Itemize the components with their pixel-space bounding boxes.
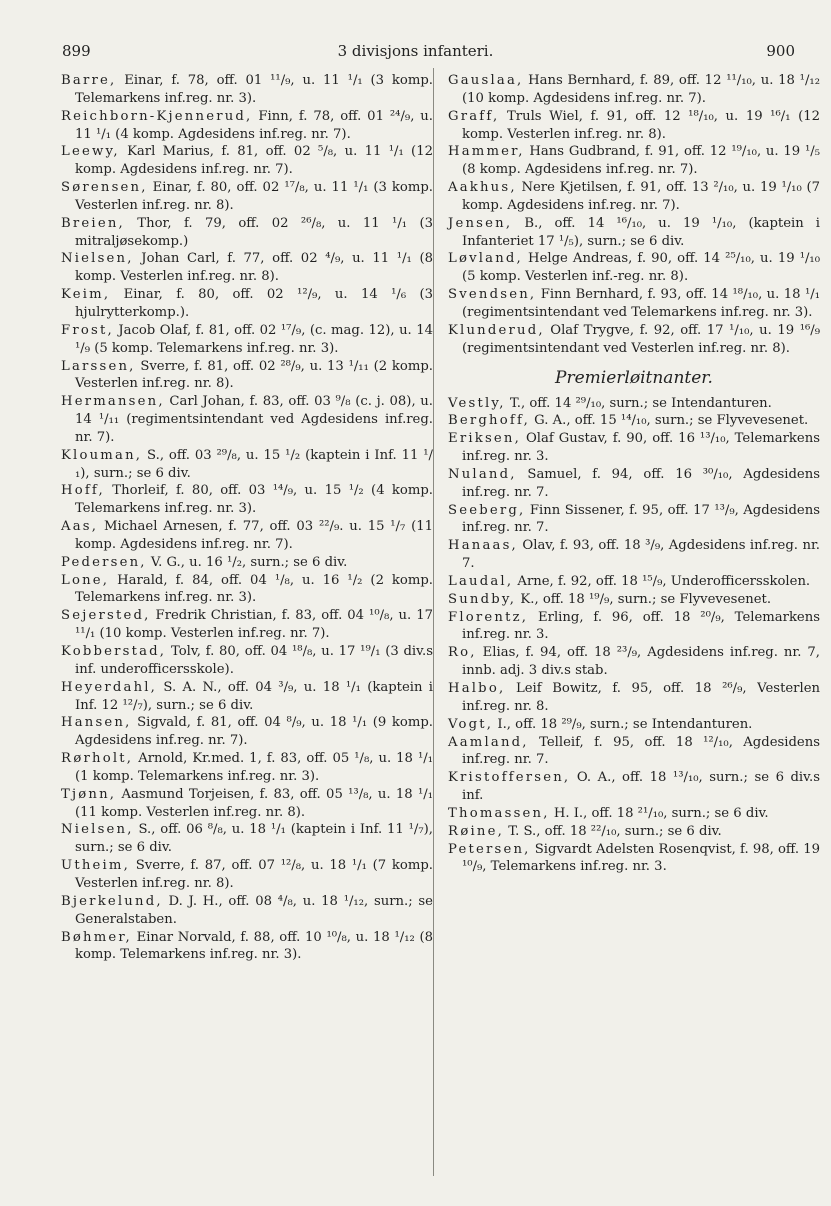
- entry: [448, 591, 820, 609]
- entry-text: Fredrik Christian, f. 83, off. 04 ¹⁰/₈, u. 17 ¹¹/₁ (10 komp. Vesterlen inf.reg. nr. 7).: [75, 608, 433, 642]
- entry-name: Utheim,: [61, 858, 131, 874]
- right-column-top-entries: [448, 72, 820, 358]
- entry-text: T., off. 14 ²⁹/₁₀, surn.; se Intendanturen.: [505, 395, 772, 411]
- entry: [61, 179, 433, 215]
- entry-text: Einar Norvald, f. 88, off. 10 ¹⁰/₈, u. 18 ¹/₁₂ (8 komp. Telemarkens inf.reg. nr. 3).: [75, 929, 433, 963]
- entry-text: Einar, f. 78, off. 01 ¹¹/₉, u. 11 ¹/₁ (3 komp. Telemarkens inf.reg. nr. 3).: [75, 73, 433, 106]
- entry: [448, 805, 820, 823]
- entry-text: Einar, f. 80, off. 02 ¹⁷/₈, u. 11 ¹/₁ (3 komp. Vesterlen inf.reg. nr. 8).: [75, 180, 433, 213]
- entry: [61, 714, 433, 750]
- entry-text: Michael Arnesen, f. 77, off. 03 ²²/₉. u. 15 ¹/₇ (11 komp. Agdesidens inf.reg. nr. 7).: [75, 519, 433, 552]
- entry-text: Sigvardt Adelsten Rosenqvist, f. 98, off. 19 ¹⁰/₉, Telemarkens inf.reg. nr. 3.: [462, 841, 820, 875]
- entry: [61, 750, 433, 786]
- entry-name: Klouman,: [61, 447, 143, 463]
- entry-text: B., off. 14 ¹⁶/₁₀, u. 19 ¹/₁₀, (kaptein i Infanteriet 17 ¹/₅), surn.; se 6 div.: [462, 215, 820, 249]
- entry-text: Finn Sissener, f. 95, off. 17 ¹³/₉, Agdesidens inf.reg. nr. 7.: [462, 502, 820, 536]
- entry-text: Thor, f. 79, off. 02 ²⁶/₈, u. 11 ¹/₁ (3 mitraljøsekomp.): [75, 215, 433, 249]
- entry-text: Harald, f. 84, off. 04 ¹/₈, u. 16 ¹/₂ (2 komp. Telemarkens inf.reg. nr. 3).: [75, 572, 433, 606]
- right-column: [448, 72, 820, 876]
- entry: [448, 286, 820, 322]
- entry-text: T. S., off. 18 ²²/₁₀, surn.; se 6 div.: [504, 823, 722, 839]
- entry-text: Jacob Olaf, f. 81, off. 02 ¹⁷/₉, (c. mag. 12), u. 14 ¹/₉ (5 komp. Telemarkens inf.reg. nr. 3).: [75, 322, 433, 356]
- entry: [448, 108, 820, 144]
- entry-name: Sundby,: [448, 591, 517, 607]
- entry-name: Aamland,: [448, 734, 529, 750]
- entry-text: Finn Bernhard, f. 93, off. 14 ¹⁸/₁₀, u. 18 ¹/₁ (regimentsintendant ved Telemarkens inf.reg. nr. 3).: [462, 287, 820, 320]
- entry-name: Breien,: [61, 215, 125, 231]
- entry: [448, 430, 820, 466]
- entry-name: Kobberstad,: [61, 644, 167, 659]
- entry: [448, 502, 820, 538]
- entry-name: Tjønn,: [61, 786, 117, 802]
- entry-text: Erling, f. 96, off. 18 ²⁰/₉, Telemarkens inf.reg. nr. 3.: [462, 609, 820, 643]
- entry: [448, 680, 820, 716]
- entry-name: Nielsen,: [61, 822, 134, 838]
- entry-text: Thorleif, f. 80, off. 03 ¹⁴/₉, u. 15 ¹/₂ (4 komp. Telemarkens inf.reg. nr. 3).: [75, 483, 433, 517]
- entry: [61, 322, 433, 358]
- entry: [61, 572, 433, 608]
- entry-text: Einar, f. 80, off. 02 ¹²/₉, u. 14 ¹/₆ (3 hjulrytterkomp.).: [75, 287, 433, 320]
- entry-text: I., off. 18 ²⁹/₉, surn.; se Intendanturen.: [493, 716, 753, 732]
- entry: [448, 716, 820, 734]
- entry-text: Leif Bowitz, f. 95, off. 18 ²⁶/₉, Vesterlen inf.reg. nr. 8.: [462, 681, 820, 714]
- entry-text: Olaf Gustav, f. 90, off. 16 ¹³/₁₀, Telemarkens inf.reg. nr. 3.: [462, 431, 820, 465]
- entry-text: Karl Marius, f. 81, off. 02 ⁵/₈, u. 11 ¹/₁ (12 komp. Agdesidens inf.reg. nr. 7).: [75, 144, 433, 178]
- entry-name: Bøhmer,: [61, 929, 132, 945]
- entry-name: Kristoffersen,: [448, 770, 571, 786]
- entry-text: D. J. H., off. 08 ⁴/₈, u. 18 ¹/₁₂, surn.; se Generalstaben.: [75, 893, 433, 927]
- entry: [448, 143, 820, 179]
- entry-name: Aakhus,: [448, 180, 517, 196]
- entry-text: Nere Kjetilsen, f. 91, off. 13 ²/₁₀, u. 19 ¹/₁₀ (7 komp. Agdesidens inf.reg. nr. 7).: [462, 180, 820, 213]
- page-number-left: 899: [62, 42, 91, 60]
- entry: [61, 607, 433, 643]
- entry: [61, 143, 433, 179]
- entry-text: Olav, f. 93, off. 18 ³/₉, Agdesidens inf.reg. nr. 7.: [462, 538, 820, 572]
- entry-name: Klunderud,: [448, 322, 545, 338]
- entry: [61, 821, 433, 857]
- entry-name: Frost,: [61, 322, 114, 338]
- entry-name: Løvland,: [448, 251, 523, 267]
- entry-text: O. A., off. 18 ¹³/₁₀, surn.; se 6 div.s inf.: [462, 770, 820, 804]
- entry-text: Aasmund Torjeisen, f. 83, off. 05 ¹³/₈, u. 18 ¹/₁ (11 komp. Vesterlen inf.reg. nr. 8).: [75, 786, 433, 820]
- entry-name: Rørholt,: [61, 751, 134, 767]
- entry: [61, 358, 433, 394]
- entry-text: Johan Carl, f. 77, off. 02 ⁴/₉, u. 11 ¹/₁ (8 komp. Vesterlen inf.reg. nr. 8).: [75, 251, 433, 285]
- entry-text: Samuel, f. 94, off. 16 ³⁰/₁₀, Agdesidens inf.reg. nr. 7.: [462, 466, 820, 500]
- entry: [448, 734, 820, 770]
- entry-name: Florentz,: [448, 609, 529, 625]
- entry-name: Hansen,: [61, 715, 132, 731]
- entry-text: Hans Gudbrand, f. 91, off. 12 ¹⁹/₁₀, u. 19 ¹/₅ (8 komp. Agdesidens inf.reg. nr. 7).: [462, 144, 820, 178]
- entry-name: Eriksen,: [448, 431, 521, 447]
- entry-name: Jensen,: [448, 215, 513, 231]
- entry-name: Seeberg,: [448, 502, 526, 518]
- section-heading: Premierløitnanter.: [555, 367, 713, 388]
- entry: [448, 573, 820, 591]
- entry-name: Heyerdahl,: [61, 679, 158, 695]
- entry-name: Sørensen,: [61, 180, 148, 196]
- entry-text: S., off. 06 ⁸/₈, u. 18 ¹/₁ (kaptein i Inf. 11 ¹/₇), surn.; se 6 div.: [75, 822, 433, 856]
- entry-name: Gauslaa,: [448, 73, 524, 88]
- entry-name: Larssen,: [61, 358, 136, 374]
- entry-name: Leewy,: [61, 144, 120, 160]
- entry: [448, 466, 820, 502]
- entry: [61, 929, 433, 965]
- entry: [61, 554, 433, 572]
- entry-name: Bjerkelund,: [61, 893, 163, 909]
- entry: [448, 841, 820, 877]
- entry: [61, 643, 433, 679]
- entry-text: Telleif, f. 95, off. 18 ¹²/₁₀, Agdesidens inf.reg. nr. 7.: [462, 734, 820, 768]
- entry-name: Røine,: [448, 823, 505, 839]
- entry: [448, 412, 820, 430]
- entry: [448, 537, 820, 573]
- entry-name: Sejersted,: [61, 608, 151, 624]
- entry-name: Barre,: [61, 73, 117, 88]
- entry: [61, 72, 433, 108]
- entry-text: S., off. 03 ²⁹/₈, u. 15 ¹/₂ (kaptein i Inf. 11 ¹/₁), surn.; se 6 div.: [75, 447, 433, 481]
- entry-text: Sverre, f. 81, off. 02 ²⁸/₉, u. 13 ¹/₁₁ (2 komp. Vesterlen inf.reg. nr. 8).: [75, 358, 433, 392]
- entry: [61, 250, 433, 286]
- entry-text: Arne, f. 92, off. 18 ¹⁵/₉, Underofficersskolen.: [513, 573, 811, 589]
- entry-text: Olaf Trygve, f. 92, off. 17 ¹/₁₀, u. 19 ¹⁶/₉ (regimentsintendant ved Vesterlen inf.reg. nr. 8).: [462, 322, 820, 356]
- right-column-bottom-entries: [448, 395, 820, 877]
- entry-name: Hermansen,: [61, 394, 165, 410]
- entry-text: Finn, f. 78, off. 01 ²⁴/₉, u. 11 ¹/₁ (4 komp. Agdesidens inf.reg. nr. 7).: [75, 108, 433, 142]
- entry-text: Arnold, Kr.med. 1, f. 83, off. 05 ¹/₈, u. 18 ¹/₁ (1 komp. Telemarkens inf.reg. nr. 3).: [75, 751, 433, 784]
- entry-text: Tolv, f. 80, off. 04 ¹⁸/₈, u. 17 ¹⁹/₁ (3 div.s inf. underofficersskole).: [75, 644, 433, 677]
- entry-text: Truls Wiel, f. 91, off. 12 ¹⁸/₁₀, u. 19 ¹⁶/₁ (12 komp. Vesterlen inf.reg. nr. 8).: [462, 108, 820, 142]
- entry-text: G. A., off. 15 ¹⁴/₁₀, surn.; se Flyvevesenet.: [529, 413, 809, 429]
- running-title: 3 divisjons infanteri.: [337, 42, 494, 60]
- entry-text: Carl Johan, f. 83, off. 03 ⁹/₈ (c. j. 08), u. 14 ¹/₁₁ (regimentsintendant ved Agdesidens inf.reg. nr. 7).: [75, 394, 433, 445]
- entry: [61, 393, 433, 447]
- entry: [61, 893, 433, 929]
- entry: [61, 518, 433, 554]
- entry: [448, 179, 820, 215]
- entry-name: Vogt,: [448, 716, 494, 732]
- entry-name: Svendsen,: [448, 287, 537, 303]
- entry-name: Reichborn-Kjennerud,: [61, 108, 253, 124]
- entry-name: Petersen,: [448, 841, 531, 857]
- entry-text: S. A. N., off. 04 ³/₉, u. 18 ¹/₁ (kaptein i Inf. 12 ¹²/₇), surn.; se 6 div.: [75, 679, 433, 713]
- entry-text: Sigvald, f. 81, off. 04 ⁸/₉, u. 18 ¹/₁ (9 komp. Agdesidens inf.reg. nr. 7).: [75, 715, 433, 749]
- entry: [61, 857, 433, 893]
- entry: [448, 322, 820, 358]
- entry-name: Vestly,: [448, 395, 506, 411]
- entry-text: V. G., u. 16 ¹/₂, surn.; se 6 div.: [146, 554, 348, 570]
- entry: [448, 769, 820, 805]
- entry-name: Halbo,: [448, 681, 506, 696]
- entry: [448, 72, 820, 108]
- entry: [448, 823, 820, 841]
- entry-name: Ro,: [448, 645, 477, 661]
- entry-text: K., off. 18 ¹⁹/₉, surn.; se Flyvevesenet.: [516, 591, 772, 607]
- page-number-right: 900: [766, 42, 795, 60]
- entry-text: Hans Bernhard, f. 89, off. 12 ¹¹/₁₀, u. 18 ¹/₁₂ (10 komp. Agdesidens inf.reg. nr. 7).: [462, 73, 820, 106]
- page-header: [0, 0, 831, 60]
- entry: [61, 108, 433, 144]
- entry: [61, 679, 433, 715]
- entry-name: Laudal,: [448, 573, 514, 589]
- entry: [448, 250, 820, 286]
- entry: [61, 215, 433, 251]
- entry: [61, 447, 433, 483]
- entry-name: Hammer,: [448, 144, 525, 160]
- entry: [61, 286, 433, 322]
- entry: [448, 215, 820, 251]
- entry-name: Pedersen,: [61, 554, 147, 570]
- entry-name: Berghoff,: [448, 413, 530, 429]
- entry: [61, 786, 433, 822]
- entry-name: Thomassen,: [448, 805, 550, 821]
- entry-name: Aas,: [61, 519, 99, 535]
- entry-name: Graff,: [448, 108, 500, 124]
- entry-text: Sverre, f. 87, off. 07 ¹²/₈, u. 18 ¹/₁ (7 komp. Vesterlen inf.reg. nr. 8).: [75, 858, 433, 891]
- entry: [448, 395, 820, 413]
- column-divider: [433, 68, 434, 1176]
- entry-name: Nielsen,: [61, 251, 134, 267]
- entry-name: Hoff,: [61, 483, 105, 499]
- entry-name: Lone,: [61, 572, 110, 588]
- entry: [61, 482, 433, 518]
- entry-name: Hanaas,: [448, 538, 518, 554]
- left-column: [61, 72, 433, 964]
- entry: [448, 609, 820, 645]
- entry-name: Keim,: [61, 287, 111, 303]
- entry-text: Elias, f. 94, off. 18 ²³/₉, Agdesidens inf.reg. nr. 7, innb. adj. 3 div.s stab.: [462, 645, 820, 679]
- entry-text: Helge Andreas, f. 90, off. 14 ²⁵/₁₀, u. 19 ¹/₁₀ (5 komp. Vesterlen inf.-reg. nr. 8).: [462, 251, 820, 285]
- entry-text: H. I., off. 18 ²¹/₁₀, surn.; se 6 div.: [549, 805, 769, 821]
- entry: [448, 644, 820, 680]
- entry-name: Nuland,: [448, 466, 517, 482]
